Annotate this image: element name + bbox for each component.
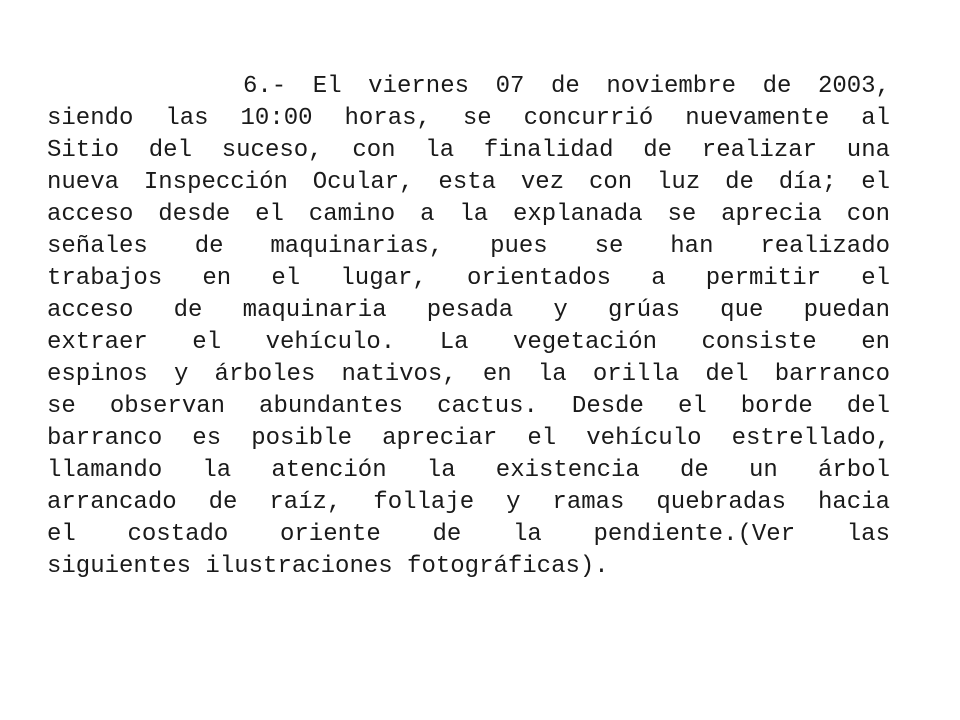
paragraph-line: se observan abundantes cactus. Desde el borde del xyxy=(47,393,890,420)
paragraph-line: señales de maquinarias, pues se han realizado xyxy=(47,233,890,260)
paragraph-line: siguientes ilustraciones fotográficas). xyxy=(47,553,609,580)
paragraph-line: siendo las 10:00 horas, se concurrió nuevamente al xyxy=(47,105,890,132)
paragraph-line: arrancado de raíz, follaje y ramas quebradas hacia xyxy=(47,489,890,516)
paragraph-line: nueva Inspección Ocular, esta vez con luz de día; el xyxy=(47,169,890,196)
paragraph-line: espinos y árboles nativos, en la orilla del barranco xyxy=(47,361,890,388)
paragraph-line: el costado oriente de la pendiente.(Ver las xyxy=(47,521,890,548)
paragraph-line: 6.- El viernes 07 de noviembre de 2003, xyxy=(243,73,890,100)
paragraph-line: Sitio del suceso, con la finalidad de realizar una xyxy=(47,137,890,164)
paragraph-line: acceso de maquinaria pesada y grúas que puedan xyxy=(47,297,890,324)
paragraph-line: llamando la atención la existencia de un árbol xyxy=(47,457,890,484)
paragraph-line: barranco es posible apreciar el vehículo estrellado, xyxy=(47,425,890,452)
paragraph xyxy=(47,71,890,583)
paragraph-line: extraer el vehículo. La vegetación consiste en xyxy=(47,329,890,356)
paragraph-line: trabajos en el lugar, orientados a permitir el xyxy=(47,265,890,292)
paragraph-line: acceso desde el camino a la explanada se aprecia con xyxy=(47,201,890,228)
